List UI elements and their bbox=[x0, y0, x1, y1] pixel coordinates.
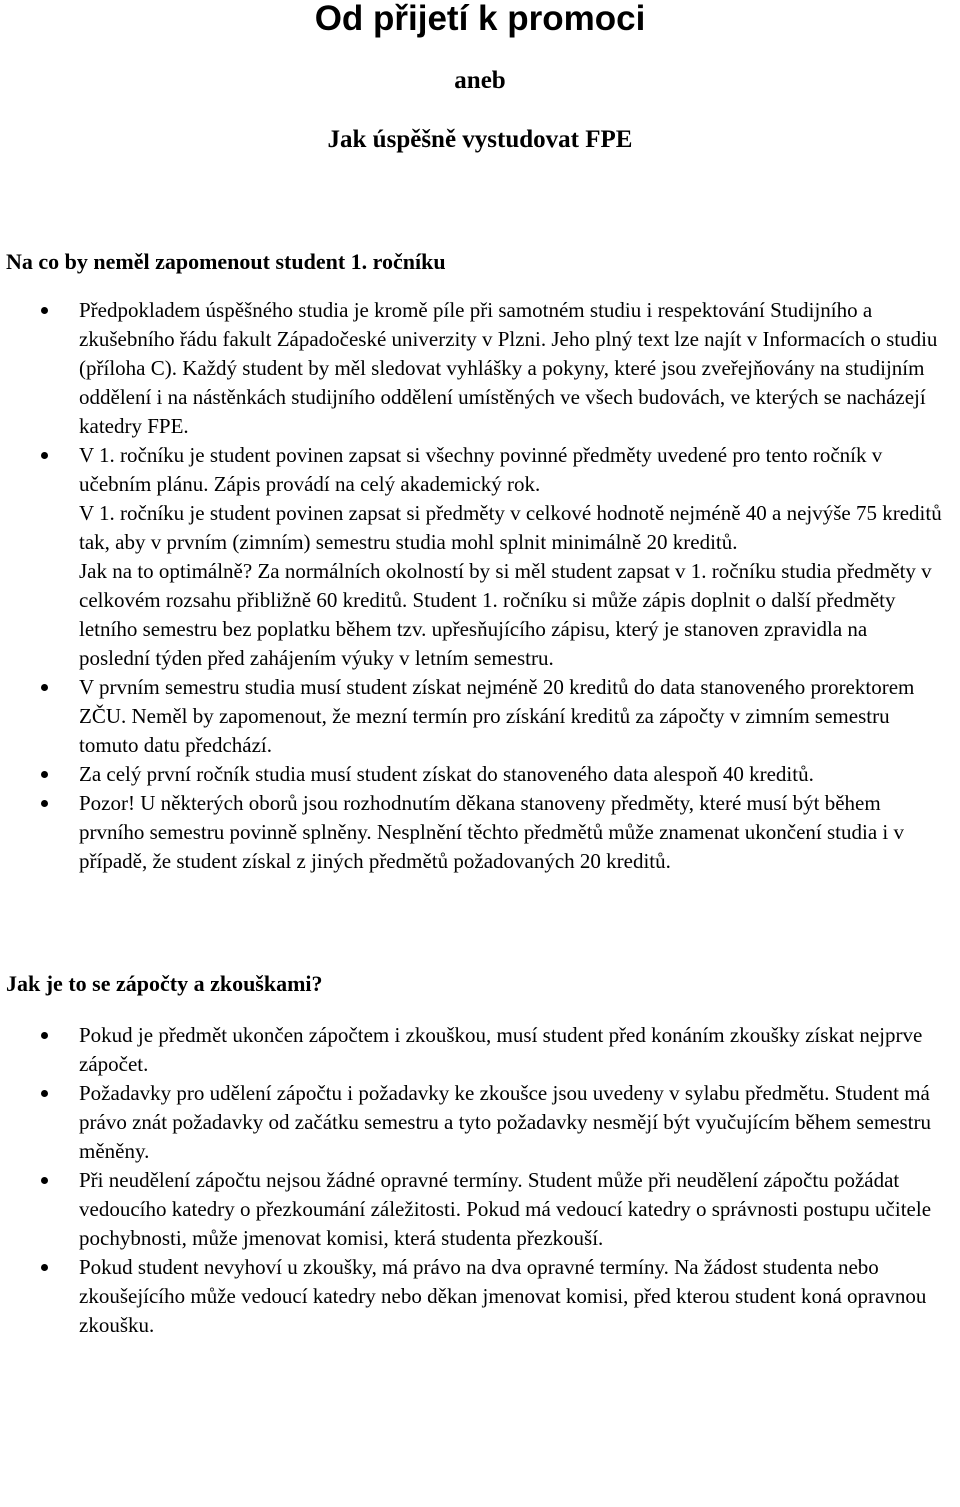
bullet-icon bbox=[41, 800, 48, 807]
document-subtitle: aneb bbox=[454, 67, 506, 94]
bullet-icon bbox=[41, 1177, 48, 1184]
list-item-text: Jak na to optimálně? Za normálních okolností by si měl student zapsat v 1. ročníku studia předměty v celkovém rozsahu přibližně 60 kreditů. Student 1. ročníku si může zápis doplnit o další předměty letního semestru bez poplatku během tzv. upřesňujícího zápisu, který je stanoven zpravidla na poslední týden před zahájením výuky v letním semestru. bbox=[79, 559, 932, 670]
bullet-icon bbox=[41, 771, 48, 778]
list-item-text: Pokud student nevyhoví u zkoušky, má právo na dva opravné termíny. Na žádost studenta nebo zkoušejícího může vedoucí katedry nebo děkan jmenovat komisi, před kterou student koná opravnou zkoušku. bbox=[79, 1255, 927, 1337]
bullet-icon bbox=[41, 307, 48, 314]
list-item-text: Pokud je předmět ukončen zápočtem i zkouškou, musí student před konáním zkoušky získat nejprve zápočet. bbox=[79, 1023, 923, 1076]
list-item-text: Požadavky pro udělení zápočtu i požadavky ke zkoušce jsou uvedeny v sylabu předmětu. Student má právo znát požadavky od začátku semestru a tyto požadavky nesmějí být vyučujícím během semestru měněny. bbox=[79, 1081, 931, 1163]
document-subtitle-main: Jak úspěšně vystudovat FPE bbox=[327, 126, 633, 153]
list-item bbox=[0, 1253, 960, 1340]
list-item bbox=[0, 789, 960, 876]
list-item-text: V 1. ročníku je student povinen zapsat si všechny povinné předměty uvedené pro tento ročník v učebním plánu. Zápis provádí na celý akademický rok. bbox=[79, 443, 883, 496]
bullet-icon bbox=[41, 684, 48, 691]
list-item-text: Při neudělení zápočtu nejsou žádné opravné termíny. Student může při neudělení zápočtu požádat vedoucího katedry o přezkoumání záležitosti. Pokud má vedoucí katedry o správnosti postupu učitele pochybnosti, může jmenovat komisi, která studenta přezkouší. bbox=[79, 1168, 932, 1250]
list-item bbox=[0, 441, 960, 673]
section-heading-first-year: Na co by neměl zapomenout student 1. ročníku bbox=[6, 249, 446, 274]
list-item-text: V prvním semestru studia musí student získat nejméně 20 kreditů do data stanoveného prorektorem ZČU. Neměl by zapomenout, že mezní termín pro získání kreditů za zápočty v zimním semestru tomuto datu předchází. bbox=[79, 675, 915, 757]
list-item bbox=[0, 1079, 960, 1166]
bullet-icon bbox=[41, 1032, 48, 1039]
document-title: Od přijetí k promoci bbox=[314, 0, 646, 38]
bullet-icon bbox=[41, 452, 48, 459]
list-item bbox=[0, 1021, 960, 1079]
list-item-text: Za celý první ročník studia musí student získat do stanoveného data alespoň 40 kreditů. bbox=[79, 762, 814, 786]
list-item-text: V 1. ročníku je student povinen zapsat si předměty v celkové hodnotě nejméně 40 a nejvýše 75 kreditů tak, aby v prvním (zimním) semestru studia mohl splnit minimálně 20 kreditů. bbox=[79, 501, 942, 554]
bullet-icon bbox=[41, 1264, 48, 1271]
bullet-icon bbox=[41, 1090, 48, 1097]
section-heading-exams: Jak je to se zápočty a zkouškami? bbox=[6, 971, 323, 996]
list-item bbox=[0, 296, 960, 441]
list-item bbox=[0, 673, 960, 760]
first-year-list bbox=[0, 296, 960, 876]
list-item bbox=[0, 1166, 960, 1253]
list-item bbox=[0, 760, 960, 789]
list-item-text: Pozor! U některých oborů jsou rozhodnutím děkana stanoveny předměty, které musí být během prvního semestru povinně splněny. Nesplnění těchto předmětů může znamenat ukončení studia i v případě, že student získal z jiných předmětů požadovaných 20 kreditů. bbox=[79, 791, 905, 873]
list-item-text: Předpokladem úspěšného studia je kromě píle při samotném studiu i respektování Studijního a zkušebního řádu fakult Západočeské univerzity v Plzni. Jeho plný text lze najít v Informacích o studiu (příloha C). Každý student by měl sledovat vyhlášky a pokyny, které jsou zveřejňovány na studijním oddělení i na nástěnkách studijního oddělení umístěných ve všech budovách, ve kterých se nacházejí katedry FPE. bbox=[79, 298, 938, 438]
exams-list bbox=[0, 1021, 960, 1340]
